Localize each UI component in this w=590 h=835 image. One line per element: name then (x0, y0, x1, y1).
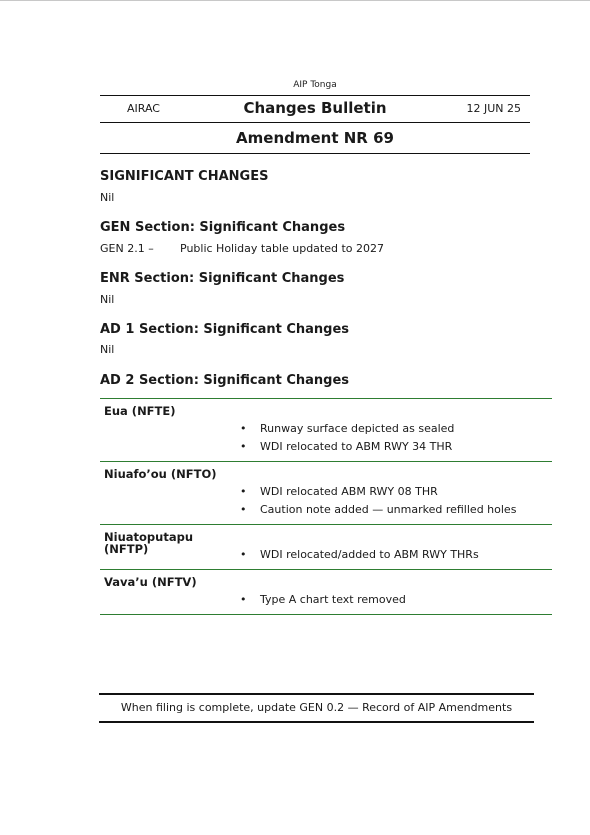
aerodrome-name: Eua (NFTE) (104, 404, 176, 418)
table-rule (100, 614, 552, 615)
change-item: Runway surface depicted as sealed (260, 422, 455, 435)
enr-section-value: Nil (100, 293, 115, 306)
header-rule-middle (100, 122, 530, 123)
table-rule (100, 524, 552, 525)
footer-rule-bottom (99, 721, 534, 723)
aerodrome-name: Vava’u (NFTV) (104, 575, 197, 589)
footer-rule-top (99, 693, 534, 695)
aerodrome-name: Niuatoputapu (NFTP) (104, 530, 194, 556)
bullet-marker: • (240, 422, 247, 435)
gen-change-ref: GEN 2.1 – (100, 242, 154, 255)
document-source: AIP Tonga (293, 80, 337, 90)
bullet-marker: • (240, 485, 247, 498)
table-rule (100, 398, 552, 399)
ad1-section-heading: AD 1 Section: Significant Changes (100, 322, 350, 337)
airac-label: AIRAC (127, 102, 160, 115)
ad2-section-heading: AD 2 Section: Significant Changes (100, 373, 350, 388)
header-rule-bottom (100, 153, 530, 154)
gen-section-heading: GEN Section: Significant Changes (100, 220, 346, 235)
change-item: WDI relocated/added to ABM RWY THRs (260, 548, 479, 561)
bullet-marker: • (240, 503, 247, 516)
page-top-border (0, 0, 590, 1)
change-item: Caution note added — unmarked refilled holes (260, 503, 517, 516)
bullet-marker: • (240, 593, 247, 606)
aerodrome-name: Niuafo’ou (NFTO) (104, 467, 217, 481)
gen-change-desc: Public Holiday table updated to 2027 (180, 242, 385, 255)
significant-changes-value: Nil (100, 191, 115, 204)
change-item: Type A chart text removed (260, 593, 406, 606)
footer-instruction: When filing is complete, update GEN 0.2 — Record of AIP Amendments (120, 701, 513, 714)
bulletin-title: Changes Bulletin (243, 99, 387, 117)
significant-changes-heading: SIGNIFICANT CHANGES (100, 169, 269, 184)
enr-section-heading: ENR Section: Significant Changes (100, 271, 345, 286)
change-item: WDI relocated to ABM RWY 34 THR (260, 440, 453, 453)
bullet-marker: • (240, 548, 247, 561)
table-rule (100, 461, 552, 462)
bulletin-date: 12 JUN 25 (466, 102, 521, 115)
amendment-number: Amendment NR 69 (236, 129, 394, 147)
table-rule (100, 569, 552, 570)
bulletin-header (100, 96, 530, 120)
bullet-marker: • (240, 440, 247, 453)
ad1-section-value: Nil (100, 343, 115, 356)
change-item: WDI relocated ABM RWY 08 THR (260, 485, 438, 498)
